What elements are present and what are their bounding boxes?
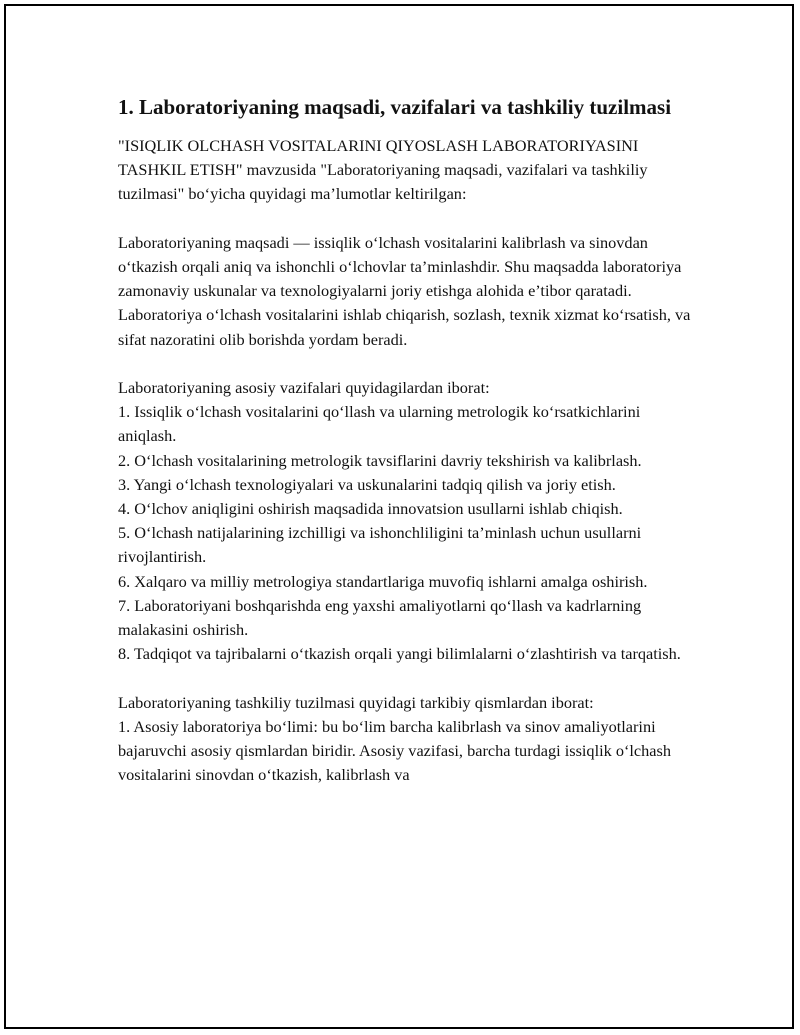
paragraph-gap — [118, 352, 698, 376]
tasks-intro: Laboratoriyaning asosiy vazifalari quyidagilardan iborat: — [118, 378, 490, 397]
intro-paragraph: "ISIQLIK OLCHASH VOSITALARINI QIYOSLASH LABORATORIYASINI TASHKIL ETISH" mavzusida "Laboratoriyaning maqsadi, vazifalari va tashkiliy tuzilmasi" bo‘yicha quyidagi ma’lumotlar keltirilgan: — [118, 136, 648, 204]
task-item: 7. Laboratoriyani boshqarishda eng yaxshi amaliyotlarni qo‘llash va kadrlarning malakasini oshirish. — [118, 595, 642, 640]
paragraph-gap — [118, 207, 698, 231]
task-item: 8. Tadqiqot va tajribalarni o‘tkazish orqali yangi bilimlalarni o‘zlashtirish va tarqatish. — [118, 644, 681, 664]
structure-item: 1. Asosiy laboratoriya bo‘limi: bu bo‘lim barcha kalibrlash va sinov amaliyotlarini bajaruvchi asosiy qismlardan biridir. Asosiy vazifasi, barcha turdagi issiqlik o‘lchash vositalarini sinovdan o‘tkazish, kalibrlash va — [118, 716, 671, 785]
paragraph-gap — [118, 666, 698, 690]
structure-intro: Laboratoriyaning tashkiliy tuzilmasi quyidagi tarkibiy qismlardan iborat: — [118, 692, 594, 712]
task-item: 3. Yangi o‘lchash texnologiyalari va uskunalarini tadqiq qilish va joriy etish. — [118, 474, 616, 494]
task-item: 1. Issiqlik o‘lchash vositalarini qo‘llash va ularning metrologik ko‘rsatkichlarini aniqlash. — [118, 402, 641, 446]
task-item: 2. O‘lchash vositalarining metrologik tavsiflarini davriy tekshirish va kalibrlash. — [118, 450, 642, 470]
task-item: 4. O‘lchov aniqligini oshirish maqsadida innovatsion usullarni ishlab chiqish. — [118, 499, 623, 519]
document-body — [118, 94, 698, 787]
section-heading: 1. Laboratoriyaning maqsadi, vazifalari va tashkiliy tuzilmasi — [118, 95, 672, 119]
purpose-paragraph: Laboratoriyaning maqsadi — issiqlik o‘lchash vositalarini kalibrlash va sinovdan o‘tkazish orqali aniq va ishonchli o‘lchovlar ta’minlashdir. Shu maqsadda laboratoriya zamonaviy uskunalar va texnologiyalarni joriy etishga alohida e’tibor qaratadi. Laboratoriya o‘lchash vositalarini ishlab chiqarish, sozlash, texnik xizmat ko‘rsatish, va sifat nazoratini olib borishda yordam beradi. — [118, 232, 691, 349]
task-item: 5. O‘lchash natijalarining izchilligi va ishonchliligini ta’minlash uchun usullarni rivojlantirish. — [118, 523, 642, 567]
task-item: 6. Xalqaro va milliy metrologiya standartlariga muvofiq ishlarni amalga oshirish. — [118, 571, 648, 591]
